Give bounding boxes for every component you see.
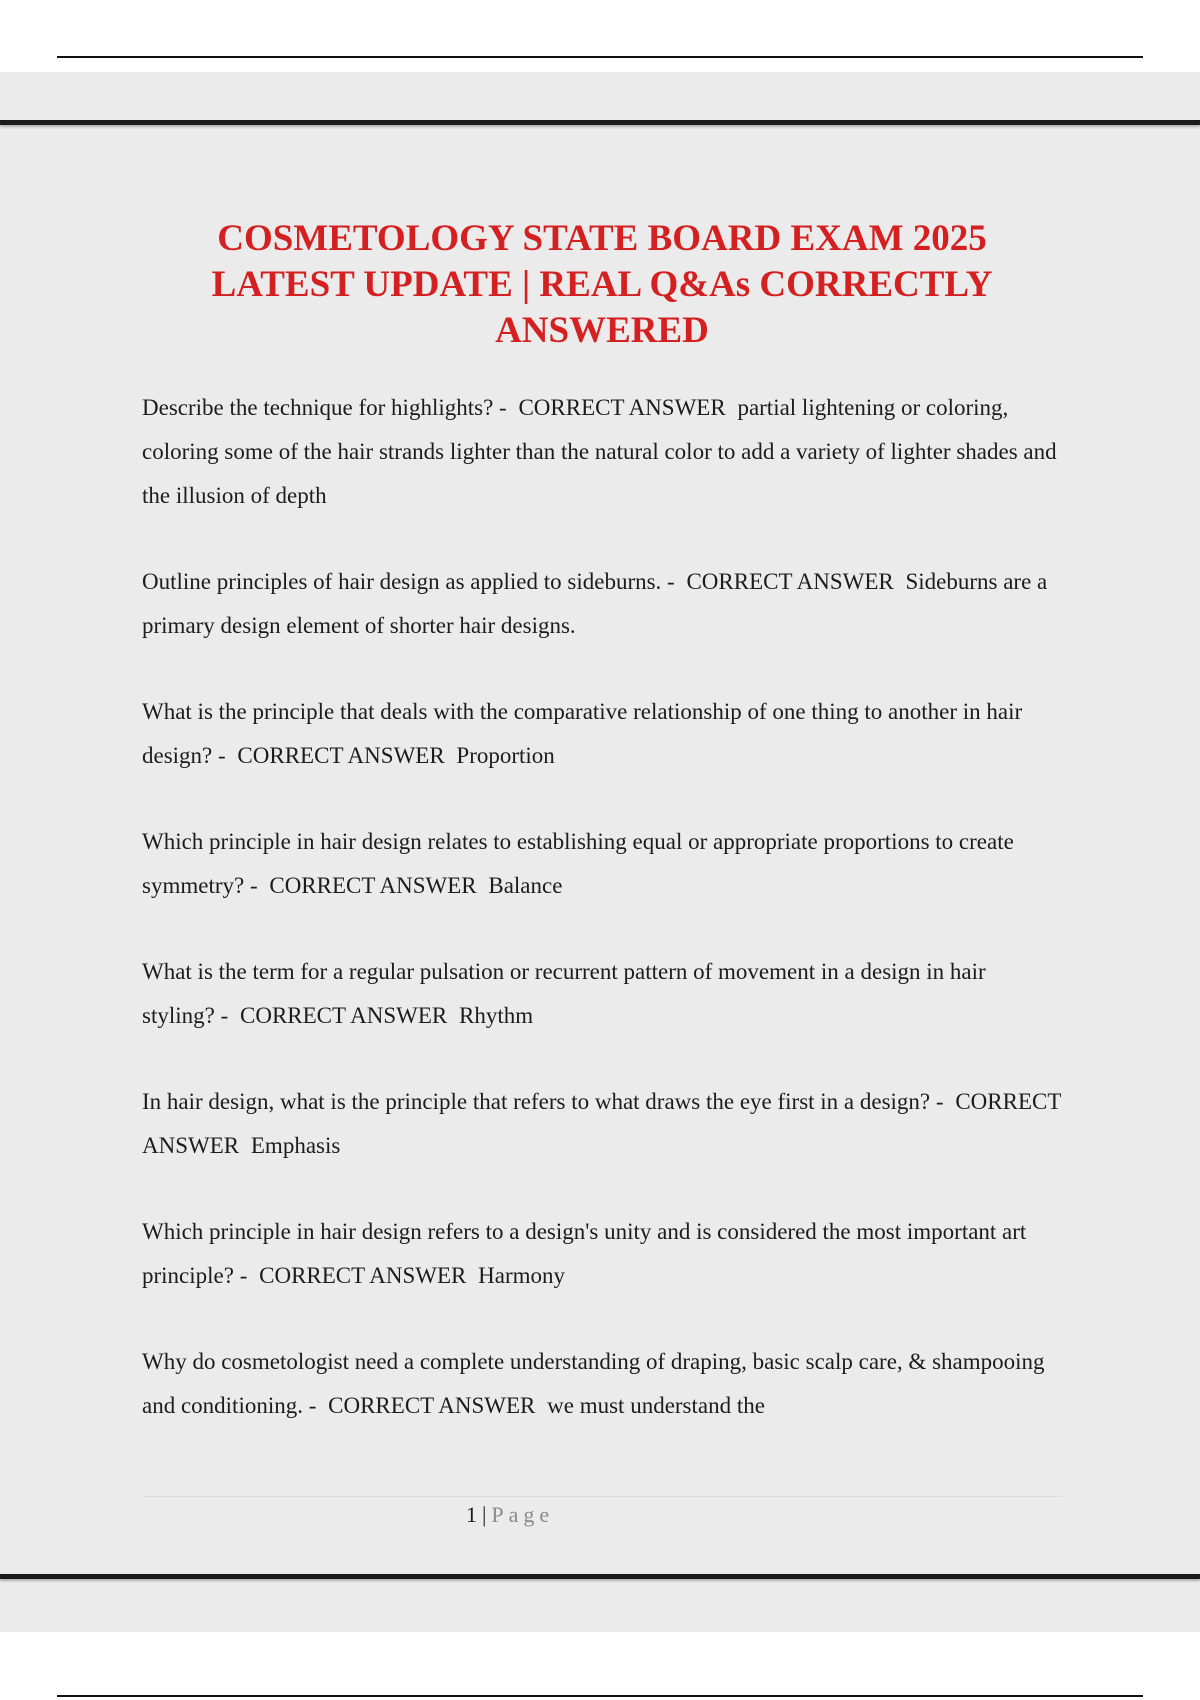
answer-tag: CORRECT ANSWER (259, 1263, 467, 1288)
answer: we must understand the (547, 1393, 765, 1418)
answer: Sideburns are a primary design element of shorter hair designs. (142, 569, 1048, 638)
qa-item-2 (142, 560, 1062, 648)
question: Which principle in hair design relates to establishing equal or appropriate proportions to create symmetry? - (142, 829, 1014, 898)
qa-item-7 (142, 1210, 1062, 1298)
answer-tag: CORRECT ANSWER (686, 569, 894, 594)
question: Why do cosmetologist need a complete understanding of draping, basic scalp care, & shampooing and conditioning. - (142, 1349, 1045, 1418)
answer: Proportion (456, 743, 555, 768)
qa-item-6 (142, 1080, 1062, 1168)
question: Describe the technique for highlights? - (142, 395, 507, 420)
answer: Balance (488, 873, 563, 898)
qa-item-3 (142, 690, 1062, 778)
answer: partial lightening or coloring, coloring some of the hair strands lighter than the natural color to add a variety of lighter shades and the illusion of depth (142, 395, 1057, 508)
page-bottom-border (0, 1574, 1200, 1579)
qa-item-4 (142, 820, 1062, 908)
answer: Emphasis (250, 1133, 341, 1158)
answer: Harmony (478, 1263, 565, 1288)
answer-tag: CORRECT ANSWER (142, 1089, 1061, 1158)
question: What is the principle that deals with the comparative relationship of one thing to another in hair design? - (142, 699, 1023, 768)
qa-item-8 (142, 1340, 1062, 1428)
document-title: COSMETOLOGY STATE BOARD EXAM 2025 LATEST UPDATE | REAL Q&As CORRECTLY ANSWERED (211, 218, 993, 351)
page-label: Page (491, 1502, 555, 1527)
qa-item-1 (142, 386, 1062, 518)
answer-tag: CORRECT ANSWER (518, 395, 726, 420)
question: What is the term for a regular pulsation or recurrent pattern of movement in a design in hair styling? - (142, 959, 986, 1028)
document-body (142, 140, 1062, 1470)
top-divider (57, 56, 1143, 58)
page-top-border (0, 120, 1200, 125)
question: In hair design, what is the principle that refers to what draws the eye first in a design? - (142, 1089, 944, 1114)
bottom-divider (57, 1695, 1143, 1697)
answer-tag: CORRECT ANSWER (328, 1393, 536, 1418)
page-number: 1 (466, 1502, 478, 1527)
footer-divider (142, 1496, 1062, 1497)
question: Which principle in hair design refers to a design's unity and is considered the most important art principle? - (142, 1219, 1027, 1288)
page-footer (466, 1502, 554, 1528)
answer-tag: CORRECT ANSWER (269, 873, 477, 898)
question: Outline principles of hair design as applied to sideburns. - (142, 569, 675, 594)
answer: Rhythm (459, 1003, 534, 1028)
qa-item-5 (142, 950, 1062, 1038)
answer-tag: CORRECT ANSWER (237, 743, 445, 768)
answer-tag: CORRECT ANSWER (240, 1003, 448, 1028)
page-separator: | (482, 1502, 488, 1527)
